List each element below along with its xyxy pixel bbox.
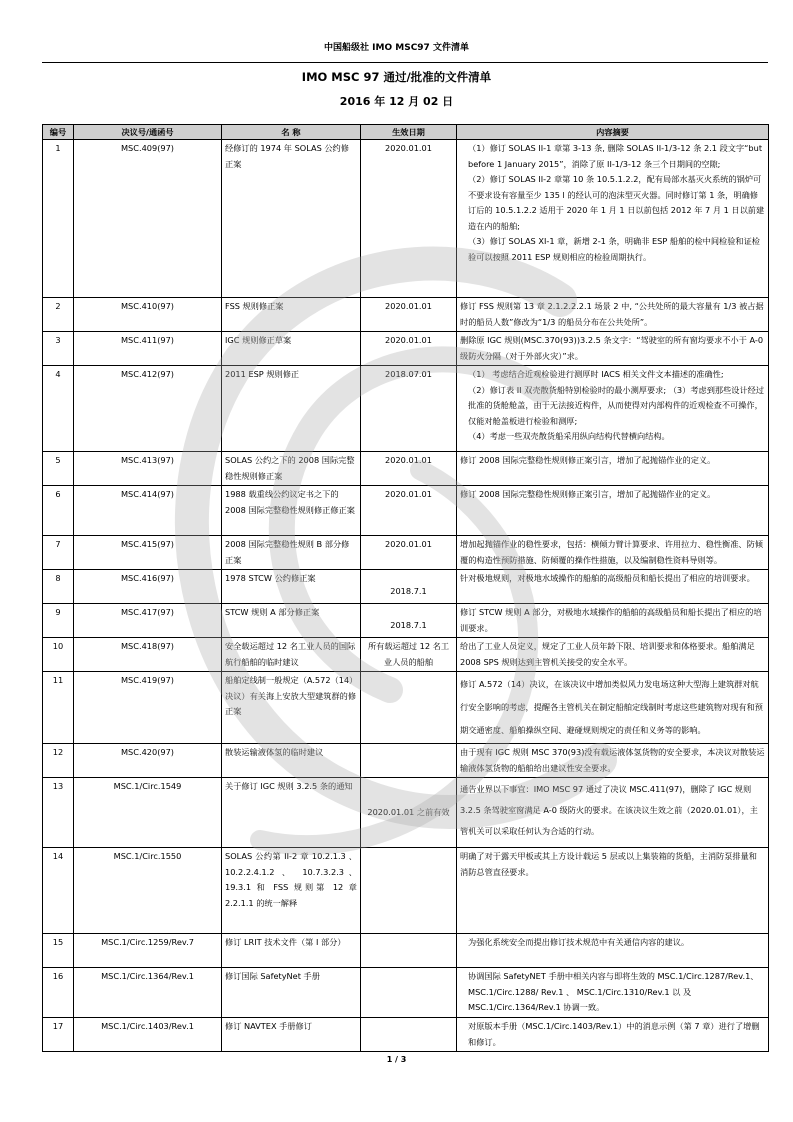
document-name: FSS 规则修正案 bbox=[222, 298, 361, 332]
resolution-number: MSC.412(97) bbox=[74, 366, 222, 452]
summary-paragraph: 修订 STCW 规则 A 部分，对极地水域操作的船舶的高级船员和船长提出了相应的培训要求。 bbox=[460, 607, 762, 633]
table-row bbox=[43, 744, 769, 778]
col-header-no: 编号 bbox=[43, 125, 74, 140]
effective-date bbox=[361, 672, 457, 744]
effective-date: 2018.07.01 bbox=[361, 366, 457, 452]
effective-date: 2020.01.01 bbox=[361, 140, 457, 298]
effective-date: 2020.01.01 bbox=[361, 536, 457, 570]
effective-date: 2018.7.1 bbox=[361, 570, 457, 604]
document-name: 安全载运超过 12 名工业人员的国际航行船舶的临时建议 bbox=[222, 638, 361, 672]
effective-date: 2020.01.01 bbox=[361, 486, 457, 536]
row-number: 13 bbox=[43, 778, 74, 848]
col-header-name: 名 称 bbox=[222, 125, 361, 140]
effective-date: 2018.7.1 bbox=[361, 604, 457, 638]
summary bbox=[457, 848, 769, 934]
table-row bbox=[43, 638, 769, 672]
summary bbox=[457, 366, 769, 452]
table-row bbox=[43, 486, 769, 536]
summary bbox=[457, 486, 769, 536]
summary-paragraph: 修订 A.572（14）决议，在该决议中增加类似风力发电场这种大型海上建筑群对航行安全影响的考虑，提醒各主管机关在制定船舶定线制时考虑这些建筑物对现有和预期交通密度、船舶操纵空间、避碰规则规定的责任和义务等的影响。 bbox=[460, 679, 763, 735]
summary-paragraph: 为强化系统安全而提出修订技术规范中有关通信内容的建议。 bbox=[468, 937, 690, 947]
effective-date: 2020.01.01 bbox=[361, 332, 457, 366]
summary bbox=[457, 968, 769, 1018]
effective-date: 2020.01.01 之前有效 bbox=[361, 778, 457, 848]
document-name: 2011 ESP 规则修正 bbox=[222, 366, 361, 452]
document-name: 经修订的 1974 年 SOLAS 公约修正案 bbox=[222, 140, 361, 298]
table-row bbox=[43, 298, 769, 332]
resolution-number: MSC.1/Circ.1549 bbox=[74, 778, 222, 848]
table-row bbox=[43, 366, 769, 452]
document-list-table bbox=[42, 124, 769, 1052]
summary-paragraph: （3）修订 SOLAS XI-1 章，新增 2-1 条，明确非 ESP 船舶的检中间检验和证检验可以按照 2011 ESP 规则相应的检验周期执行。 bbox=[468, 236, 760, 262]
row-number: 5 bbox=[43, 452, 74, 486]
effective-date bbox=[361, 848, 457, 934]
effective-date bbox=[361, 934, 457, 968]
effective-date bbox=[361, 744, 457, 778]
effective-date: 2020.01.01 bbox=[361, 298, 457, 332]
resolution-number: MSC.409(97) bbox=[74, 140, 222, 298]
col-header-summary: 内容摘要 bbox=[457, 125, 769, 140]
document-name: SOLAS 公约第 II-2 章 10.2.1.3 、 10.2.2.4.1.2 、 10.7.3.2.3、19.3.1 和 FSS 规则第 12 章 2.2.1.1 的统一解释 bbox=[222, 848, 361, 934]
document-name: IGC 规则修正草案 bbox=[222, 332, 361, 366]
summary-paragraph: 由于现有 IGC 规则 MSC 370(93)没有载运液体氢货物的安全要求，本决议对散装运输液体氢货物的船舶给出建议性安全要求。 bbox=[460, 747, 765, 773]
document-name: 修订 LRIT 技术文件（第 I 部分） bbox=[222, 934, 361, 968]
summary-paragraph: （1） 考虑结合近观检验进行测厚时 IACS 相关文件文本描述的准确性; bbox=[468, 369, 724, 379]
resolution-number: MSC.411(97) bbox=[74, 332, 222, 366]
summary bbox=[457, 332, 769, 366]
summary-paragraph: （2）修订 SOLAS II-2 章第 10 条 10.5.1.2.2，配有局部水基灭火系统的锅炉可不要求设有容量至少 135 l 的经认可的泡沫型灭火器。同时修订第 1 条，明确修订后的 10.5.1.2.2 适用于 2020 年 1 月 1 日以前包括 2012 年 7 月 1 日以前建造在内的船舶; bbox=[468, 174, 765, 231]
summary-paragraph: 针对极地规则，对极地水域操作的船舶的高级船员和船长提出了相应的培训要求。 bbox=[460, 573, 755, 583]
row-number: 9 bbox=[43, 604, 74, 638]
table-row bbox=[43, 452, 769, 486]
resolution-number: MSC.420(97) bbox=[74, 744, 222, 778]
table-row bbox=[43, 778, 769, 848]
row-number: 8 bbox=[43, 570, 74, 604]
resolution-number: MSC.410(97) bbox=[74, 298, 222, 332]
table-row bbox=[43, 140, 769, 298]
summary bbox=[457, 638, 769, 672]
resolution-number: MSC.1/Circ.1550 bbox=[74, 848, 222, 934]
summary-paragraph: 对原版本手册（MSC.1/Circ.1403/Rev.1）中的消息示例（第 7 章）进行了增删和修订。 bbox=[468, 1021, 760, 1047]
col-header-resolution: 决议号/通函号 bbox=[74, 125, 222, 140]
resolution-number: MSC.416(97) bbox=[74, 570, 222, 604]
effective-date: 所有载运超过 12 名工业人员的船舶 bbox=[361, 638, 457, 672]
document-name: 船舶定线制一般规定（A.572（14）决议）有关海上安放大型建筑群的修正案 bbox=[222, 672, 361, 744]
row-number: 12 bbox=[43, 744, 74, 778]
summary-paragraph: 删除原 IGC 规则(MSC.370(93))3.2.5 条文字：“驾驶室的所有窗均要求不小于 A-0 级防火分隔（对于外部火灾）”求。 bbox=[460, 335, 764, 361]
summary-paragraph: 增加起抛锚作业的稳性要求，包括：横倾力臂计算要求、许用拉力、稳性衡准、防倾覆的构造性预防措施、防倾覆的操作性措施，以及编制稳性资料导则等。 bbox=[460, 539, 763, 565]
document-name: SOLAS 公约之下的 2008 国际完整稳性规则修正案 bbox=[222, 452, 361, 486]
document-name: 散装运输液体氢的临时建议 bbox=[222, 744, 361, 778]
summary bbox=[457, 140, 769, 298]
resolution-number: MSC.417(97) bbox=[74, 604, 222, 638]
effective-date: 2020.01.01 bbox=[361, 452, 457, 486]
summary bbox=[457, 1018, 769, 1052]
document-name: STCW 规则 A 部分修正案 bbox=[222, 604, 361, 638]
summary-paragraph: （4）考虑一些双壳散货船采用纵向结构代替横向结构。 bbox=[468, 431, 670, 441]
summary bbox=[457, 934, 769, 968]
row-number: 14 bbox=[43, 848, 74, 934]
summary-paragraph: 修订 FSS 规则第 13 章 2.1.2.2.2.1 场景 2 中, “公共处所的最大容量有 1/3 被占据时的船员人数”修改为“1/3 的船员分布在公共处所”。 bbox=[460, 301, 764, 327]
summary-paragraph: （1）修订 SOLAS II-1 章第 3-13 条, 删除 SOLAS II-1/3-12 条 2.1 段文字“but before 1 January 2015”，消除了原 II-1/3-12 条三个日期间的空隙; bbox=[468, 143, 763, 169]
row-number: 16 bbox=[43, 968, 74, 1018]
table-row bbox=[43, 848, 769, 934]
table-row bbox=[43, 968, 769, 1018]
row-number: 1 bbox=[43, 140, 74, 298]
document-name: 修订 NAVTEX 手册修订 bbox=[222, 1018, 361, 1052]
effective-date bbox=[361, 968, 457, 1018]
document-name: 1978 STCW 公约修正案 bbox=[222, 570, 361, 604]
effective-date bbox=[361, 1018, 457, 1052]
table-row bbox=[43, 1018, 769, 1052]
row-number: 15 bbox=[43, 934, 74, 968]
row-number: 17 bbox=[43, 1018, 74, 1052]
summary bbox=[457, 536, 769, 570]
resolution-number: MSC.1/Circ.1403/Rev.1 bbox=[74, 1018, 222, 1052]
summary-paragraph: 协调国际 SafetyNET 手册中相关内容与即将生效的 MSC.1/Circ.1287/Rev.1、MSC.1/Circ.1288/ Rev.1 、 MSC.1/Circ.1310/Rev.1 以 及 MSC.1/Circ.1364/Rev.1 协调一致。 bbox=[468, 971, 759, 1012]
document-name: 关于修订 IGC 规则 3.2.5 条的通知 bbox=[222, 778, 361, 848]
document-title: IMO MSC 97 通过/批准的文件清单 bbox=[301, 70, 492, 84]
table-row bbox=[43, 570, 769, 604]
row-number: 6 bbox=[43, 486, 74, 536]
col-header-effective-date: 生效日期 bbox=[361, 125, 457, 140]
row-number: 4 bbox=[43, 366, 74, 452]
row-number: 2 bbox=[43, 298, 74, 332]
summary bbox=[457, 778, 769, 848]
document-name: 2008 国际完整稳性规则 B 部分修正案 bbox=[222, 536, 361, 570]
summary-paragraph: 明确了对于露天甲板或其上方设计载运 5 层或以上集装箱的货船，主消防泵排量和消防总管直径要求。 bbox=[460, 851, 757, 877]
table-row bbox=[43, 332, 769, 366]
summary bbox=[457, 744, 769, 778]
document-name: 1988 载重线公约议定书之下的 2008 国际完整稳性规则修正修正案 bbox=[222, 486, 361, 536]
summary bbox=[457, 570, 769, 604]
resolution-number: MSC.1/Circ.1259/Rev.7 bbox=[74, 934, 222, 968]
document-date: 2016 年 12 月 02 日 bbox=[339, 95, 454, 108]
summary bbox=[457, 672, 769, 744]
row-number: 10 bbox=[43, 638, 74, 672]
row-number: 11 bbox=[43, 672, 74, 744]
resolution-number: MSC.418(97) bbox=[74, 638, 222, 672]
row-number: 7 bbox=[43, 536, 74, 570]
table-row bbox=[43, 934, 769, 968]
resolution-number: MSC.419(97) bbox=[74, 672, 222, 744]
table-row bbox=[43, 604, 769, 638]
table-header-row bbox=[43, 125, 769, 140]
row-number: 3 bbox=[43, 332, 74, 366]
page-number: 1 / 3 bbox=[386, 1055, 407, 1064]
table-row bbox=[43, 536, 769, 570]
document-name: 修订国际 SafetyNet 手册 bbox=[222, 968, 361, 1018]
summary-paragraph: 通告业界以下事宜：IMO MSC 97 通过了决议 MSC.411(97)，删除了 IGC 规则 3.2.5 条驾驶室窗满足 A-0 级防火的要求。在该决议生效之前（2020.01.01），主管机关可以采取任何认为合适的行动。 bbox=[460, 784, 758, 836]
resolution-number: MSC.414(97) bbox=[74, 486, 222, 536]
summary-paragraph: 给出了工业人员定义，规定了工业人员年龄下限、培训要求和体格要求。船舶满足 2008 SPS 规则达到主管机关接受的安全水平。 bbox=[460, 641, 755, 667]
summary-paragraph: 修订 2008 国际完整稳性规则修正案引言，增加了起抛锚作业的定义。 bbox=[460, 455, 716, 465]
header-rule bbox=[42, 62, 768, 63]
summary-paragraph: （2）修订表 II 双壳散货船特别检验时的最小测厚要求; （3）考虑到那些设计经过批准的货舱舱盖，由于无法接近构件，从而使得对内部构件的近观检查不可操作，仅能对舱盖板进行检验和测厚; bbox=[468, 384, 765, 426]
summary bbox=[457, 298, 769, 332]
summary-paragraph: 修订 2008 国际完整稳性规则修正案引言，增加了起抛锚作业的定义。 bbox=[460, 489, 716, 499]
summary bbox=[457, 604, 769, 638]
running-head: 中国船级社 IMO MSC97 文件清单 bbox=[324, 43, 469, 53]
resolution-number: MSC.1/Circ.1364/Rev.1 bbox=[74, 968, 222, 1018]
table-row bbox=[43, 672, 769, 744]
summary bbox=[457, 452, 769, 486]
resolution-number: MSC.413(97) bbox=[74, 452, 222, 486]
resolution-number: MSC.415(97) bbox=[74, 536, 222, 570]
